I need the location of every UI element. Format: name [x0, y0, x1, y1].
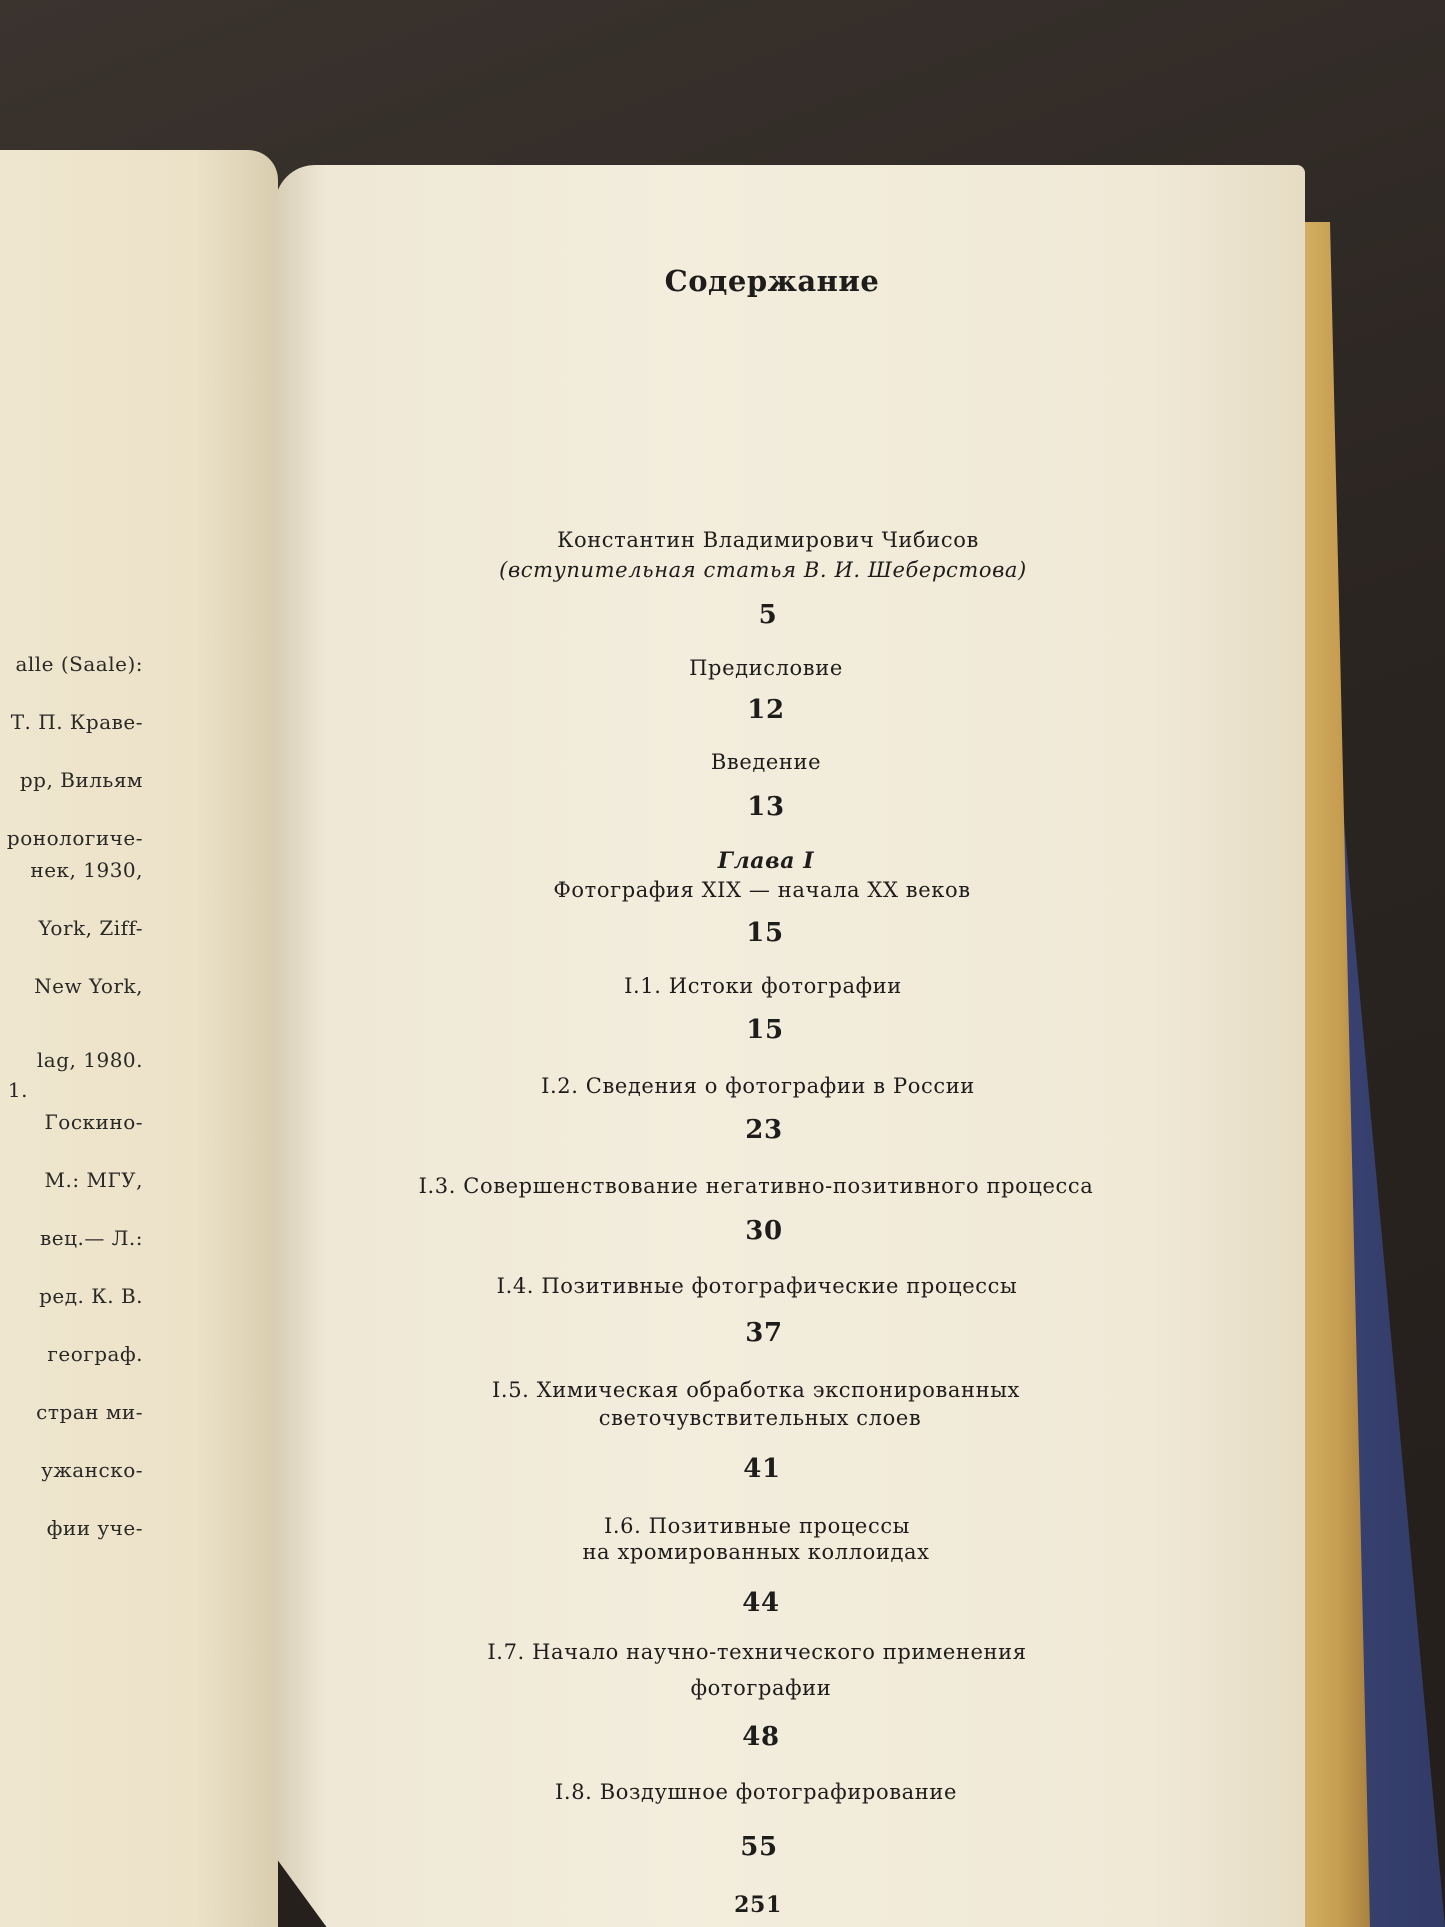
toc-entry-title: I.7. Начало научно-технического применения — [487, 1640, 1027, 1664]
toc-page-number: 30 — [745, 1216, 783, 1246]
toc-page-number: 55 — [740, 1832, 778, 1862]
toc-page-number: 15 — [746, 1015, 784, 1045]
left-page-line: рр, Вильям — [19, 768, 143, 792]
toc-entry-title: I.4. Позитивные фотографические процессы — [496, 1274, 1018, 1298]
toc-page-number: 37 — [745, 1318, 783, 1348]
toc-page-number: 5 — [758, 600, 778, 630]
toc-page-number: 23 — [745, 1115, 783, 1145]
toc-entry-title: I.3. Совершенствование негативно-позитивного процесса — [418, 1174, 1094, 1198]
toc-entry-title-continued: светочувствительных слоев — [598, 1406, 922, 1430]
left-page-line: ронологиче- — [6, 826, 143, 850]
toc-entry-title: Фотография XIX — начала XX веков — [553, 878, 971, 902]
left-page-line: ужанско- — [41, 1458, 143, 1482]
left-page-line: Госкино- — [44, 1110, 143, 1134]
left-page-line: Т. П. Краве- — [10, 710, 143, 734]
left-page-line: New York, — [34, 974, 143, 998]
toc-chapter-label: Глава I — [717, 848, 815, 874]
left-page-line: вец.— Л.: — [40, 1226, 143, 1250]
left-page-line: стран ми- — [36, 1400, 143, 1424]
toc-page-number: 15 — [746, 918, 784, 948]
toc-entry-title: I.1. Истоки фотографии — [624, 974, 902, 998]
left-page-line: York, Ziff- — [38, 916, 143, 940]
left-page-line: lag, 1980. — [36, 1048, 143, 1072]
toc-entry-title: Предисловие — [689, 656, 843, 680]
toc-entry-title: I.5. Химическая обработка экспонированных — [492, 1378, 1020, 1402]
left-page-line: alle (Saale): — [15, 652, 143, 676]
left-page-line: 1. — [7, 1078, 28, 1102]
toc-entry-title: Константин Владимирович Чибисов — [557, 528, 979, 552]
toc-entry-title-continued: на хромированных коллоидах — [582, 1540, 930, 1564]
left-page-line: нек, 1930, — [30, 858, 143, 882]
toc-entry-title: I.8. Воздушное фотографирование — [555, 1780, 957, 1804]
toc-entry-subtitle: (вступительная статья В. И. Шеберстова) — [499, 558, 1027, 582]
toc-page-number: 48 — [742, 1722, 780, 1752]
toc-entry-title: I.2. Сведения о фотографии в России — [541, 1074, 975, 1098]
toc-entry-title-continued: фотографии — [690, 1676, 832, 1700]
left-page-line: ред. К. В. — [39, 1284, 143, 1308]
toc-page-number: 41 — [743, 1454, 781, 1484]
page-title: Содержание — [664, 264, 880, 298]
toc-page-number: 13 — [747, 792, 785, 822]
left-page-line: фии уче- — [46, 1516, 143, 1540]
left-page-line: М.: МГУ, — [44, 1168, 143, 1192]
toc-entry-title: I.6. Позитивные процессы — [604, 1514, 910, 1538]
left-page-line: географ. — [47, 1342, 143, 1366]
toc-page-number: 44 — [742, 1588, 780, 1618]
toc-page-number: 12 — [747, 695, 785, 725]
page-folio: 251 — [734, 1892, 782, 1918]
toc-entry-title: Введение — [710, 750, 822, 774]
